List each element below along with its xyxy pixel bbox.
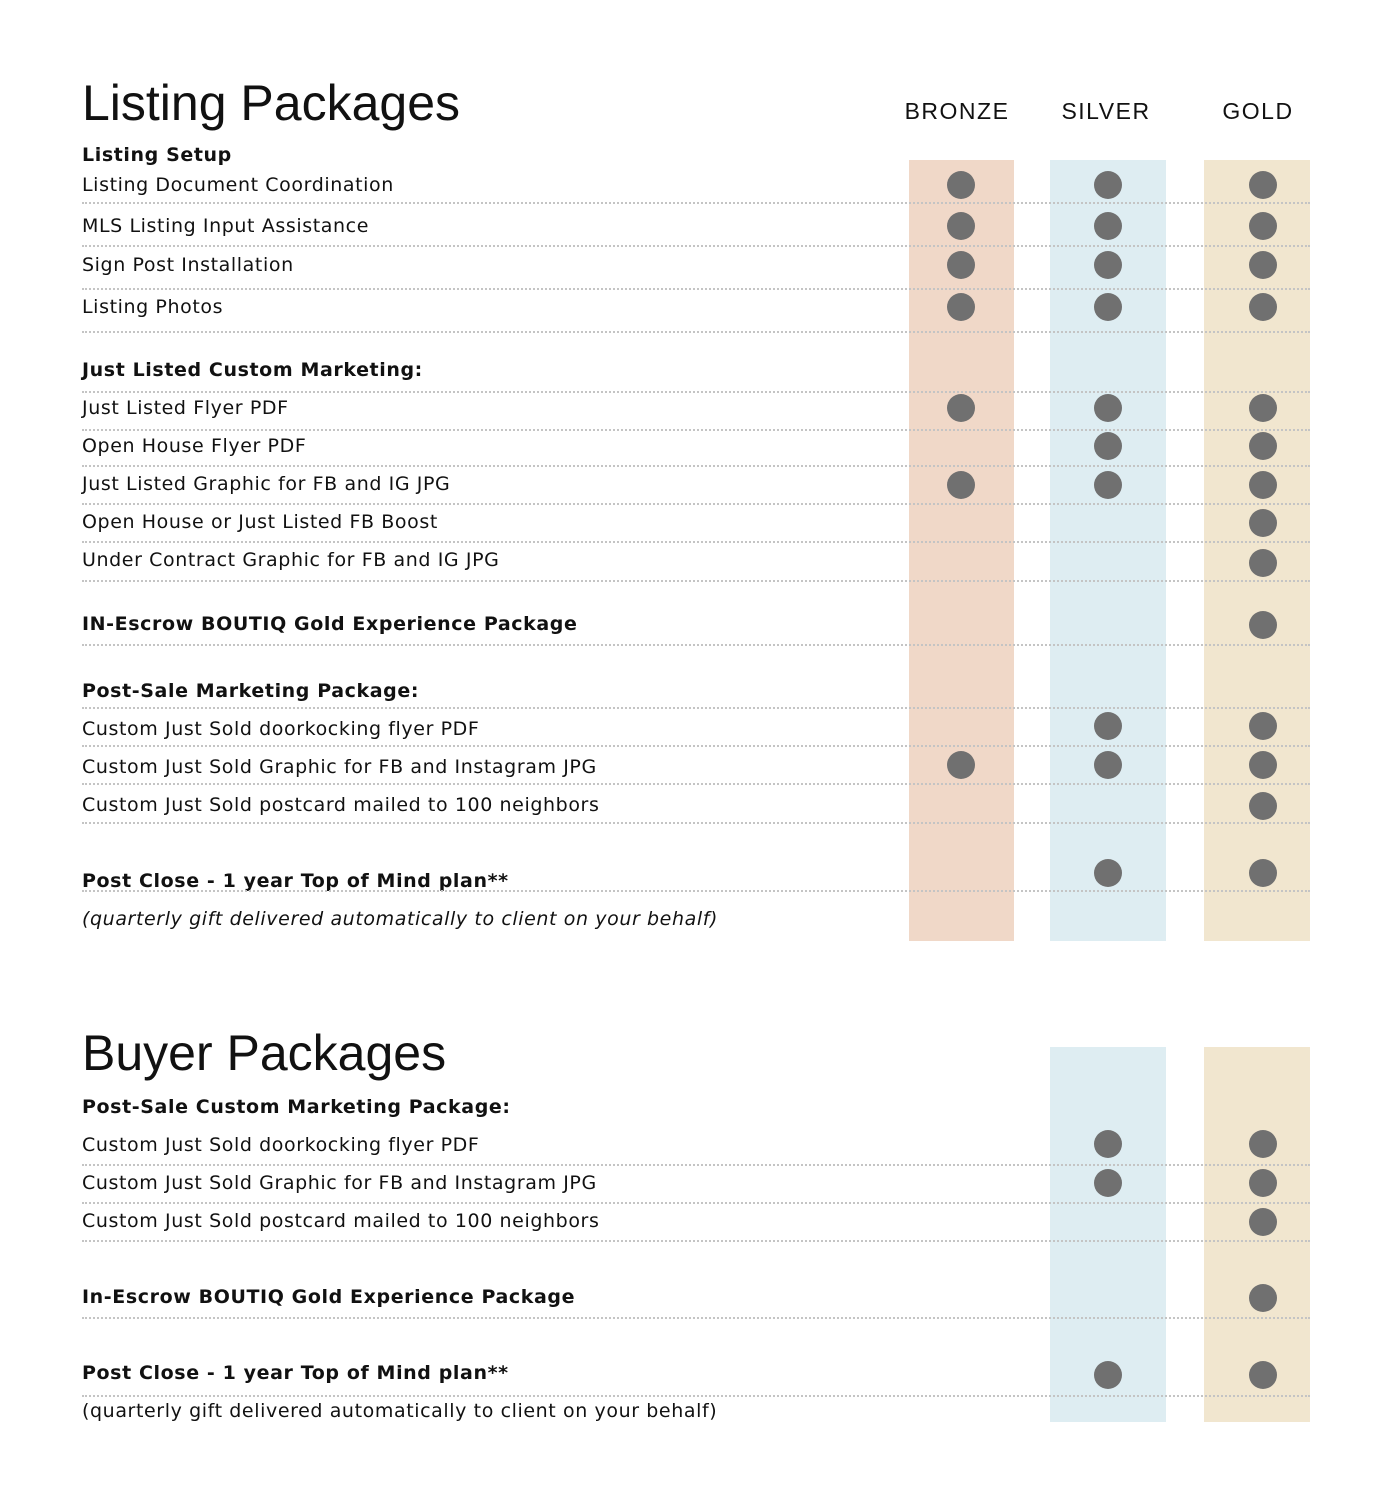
silver-included-dot-icon [1094, 1169, 1122, 1197]
row-divider [82, 822, 1310, 824]
row-divider [82, 783, 1310, 785]
listing-row-label: Custom Just Sold Graphic for FB and Instagram JPG [82, 756, 597, 778]
silver-included-dot-icon [1094, 394, 1122, 422]
row-divider [82, 745, 1310, 747]
listing-row-label: Post-Sale Marketing Package: [82, 680, 420, 702]
listing-row-label: Open House Flyer PDF [82, 435, 307, 457]
row-divider [82, 245, 1310, 247]
row-divider [82, 580, 1310, 582]
row-divider [82, 707, 1310, 709]
tier-header-gold: GOLD [1222, 98, 1294, 124]
gold-included-dot-icon [1249, 171, 1277, 199]
bronze-included-dot-icon [947, 171, 975, 199]
gold-included-dot-icon [1249, 712, 1277, 740]
row-divider [82, 429, 1310, 431]
gold-included-dot-icon [1249, 212, 1277, 240]
row-divider [82, 644, 1310, 646]
row-divider [82, 1317, 1310, 1319]
gold-included-dot-icon [1249, 1208, 1277, 1236]
listing-packages-title: Listing Packages [82, 75, 461, 131]
silver-included-dot-icon [1094, 251, 1122, 279]
listing-row-label: Just Listed Custom Marketing: [82, 359, 423, 381]
row-divider [82, 331, 1310, 333]
row-divider [82, 465, 1310, 467]
row-divider [82, 541, 1310, 543]
listing-row-label: Custom Just Sold doorkocking flyer PDF [82, 718, 480, 740]
bronze-included-dot-icon [947, 293, 975, 321]
buyer-row-label: Custom Just Sold Graphic for FB and Instagram JPG [82, 1172, 597, 1194]
listing-row-label: Just Listed Flyer PDF [82, 397, 289, 419]
buyer-packages-title: Buyer Packages [82, 1025, 447, 1081]
gold-included-dot-icon [1249, 859, 1277, 887]
listing-row-label: IN-Escrow BOUTIQ Gold Experience Package [82, 613, 578, 635]
row-divider [82, 503, 1310, 505]
gold-included-dot-icon [1249, 251, 1277, 279]
listing-row-label: Custom Just Sold postcard mailed to 100 neighbors [82, 794, 600, 816]
row-divider [82, 202, 1310, 204]
gold-included-dot-icon [1249, 792, 1277, 820]
bronze-included-dot-icon [947, 251, 975, 279]
listing-row-label: Post Close - 1 year Top of Mind plan** [82, 870, 509, 892]
gold-included-dot-icon [1249, 471, 1277, 499]
listing-row-label: Open House or Just Listed FB Boost [82, 511, 438, 533]
buyer-row-label: Post Close - 1 year Top of Mind plan** [82, 1362, 509, 1384]
listing-row-label: Just Listed Graphic for FB and IG JPG [82, 473, 451, 495]
listing-row-label: Under Contract Graphic for FB and IG JPG [82, 549, 500, 571]
listing-row-label: Listing Photos [82, 296, 224, 318]
silver-included-dot-icon [1094, 859, 1122, 887]
gold-included-dot-icon [1249, 751, 1277, 779]
listing-row-label: MLS Listing Input Assistance [82, 215, 369, 237]
buyer-row-label: Post-Sale Custom Marketing Package: [82, 1096, 511, 1118]
gold-included-dot-icon [1249, 611, 1277, 639]
buyer-row-label: Custom Just Sold postcard mailed to 100 neighbors [82, 1210, 600, 1232]
row-divider [82, 391, 1310, 393]
gold-included-dot-icon [1249, 1130, 1277, 1158]
tier-header-bronze: BRONZE [904, 98, 1010, 124]
row-divider [82, 1202, 1310, 1204]
listing-row-label: (quarterly gift delivered automatically to client on your behalf) [82, 908, 719, 930]
row-divider [82, 1240, 1310, 1242]
gold-included-dot-icon [1249, 549, 1277, 577]
listing-row-label: Sign Post Installation [82, 254, 294, 276]
gold-included-dot-icon [1249, 509, 1277, 537]
row-divider [82, 1164, 1310, 1166]
gold-included-dot-icon [1249, 293, 1277, 321]
gold-included-dot-icon [1249, 432, 1277, 460]
gold-included-dot-icon [1249, 1169, 1277, 1197]
bronze-included-dot-icon [947, 471, 975, 499]
row-divider [82, 890, 1310, 892]
silver-included-dot-icon [1094, 212, 1122, 240]
buyer-row-label: Custom Just Sold doorkocking flyer PDF [82, 1134, 480, 1156]
buyer-row-label: In-Escrow BOUTIQ Gold Experience Package [82, 1286, 576, 1308]
bronze-included-dot-icon [947, 751, 975, 779]
silver-included-dot-icon [1094, 432, 1122, 460]
silver-included-dot-icon [1094, 1361, 1122, 1389]
tier-header-silver: SILVER [1061, 98, 1151, 124]
silver-included-dot-icon [1094, 751, 1122, 779]
gold-included-dot-icon [1249, 394, 1277, 422]
row-divider [82, 1395, 1310, 1397]
row-divider [82, 288, 1310, 290]
silver-included-dot-icon [1094, 712, 1122, 740]
listing-row-label: Listing Document Coordination [82, 174, 394, 196]
bronze-included-dot-icon [947, 394, 975, 422]
listing-row-label: Listing Setup [82, 144, 232, 166]
silver-included-dot-icon [1094, 293, 1122, 321]
gold-included-dot-icon [1249, 1361, 1277, 1389]
bronze-included-dot-icon [947, 212, 975, 240]
gold-included-dot-icon [1249, 1284, 1277, 1312]
silver-included-dot-icon [1094, 1130, 1122, 1158]
silver-included-dot-icon [1094, 471, 1122, 499]
silver-included-dot-icon [1094, 171, 1122, 199]
buyer-row-label: (quarterly gift delivered automatically to client on your behalf) [82, 1400, 718, 1422]
